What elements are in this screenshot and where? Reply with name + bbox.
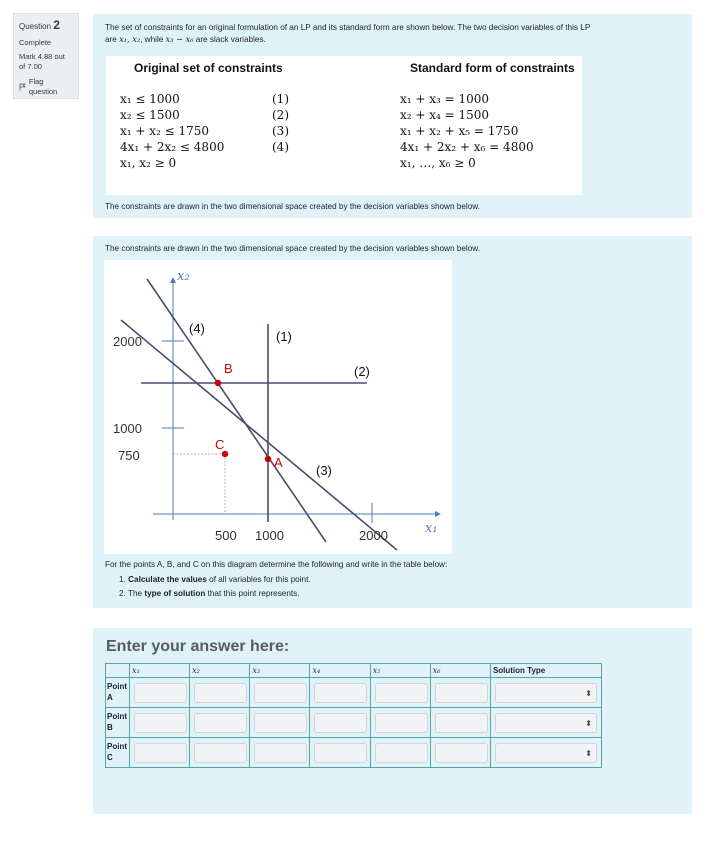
row-label-header <box>106 664 130 678</box>
standard-constraint-5: x₁, …, x₆ ≥ 0 <box>400 156 476 170</box>
point-a <box>265 456 271 462</box>
intro-line-2: are x₁, x₂, while x₃ − x₆ are slack variables. <box>105 33 266 44</box>
col-header-x6: x₆ <box>430 664 490 678</box>
y-tick-label-750: 750 <box>118 448 140 463</box>
x-axis-label: x₁ <box>425 521 438 536</box>
original-constraint-4: 4x₁ + 2x₂ ≤ 4800 <box>120 140 225 154</box>
slack-variables: x₃ − x₆ <box>165 33 194 44</box>
answer-input-c-x5[interactable] <box>375 743 428 763</box>
answer-input-a-x5[interactable] <box>375 683 428 703</box>
point-b <box>215 380 221 386</box>
answer-input-b-x5[interactable] <box>375 713 428 733</box>
instruction-step-1: 1. Calculate the values of all variables for this point. <box>119 575 311 584</box>
original-constraint-3: x₁ + x₂ ≤ 1750 <box>120 124 210 138</box>
line-label-1: (1) <box>276 329 292 344</box>
solution-type-select-c[interactable] <box>495 743 597 763</box>
col-header-x2: x₂ <box>190 664 250 678</box>
standard-constraint-4: 4x₁ + 2x₂ + x₆ = 4800 <box>400 140 534 154</box>
point-label-b: B <box>224 361 233 376</box>
answer-input-b-x1[interactable] <box>134 713 187 733</box>
solution-type-select-b[interactable] <box>495 713 597 733</box>
instructions-text: For the points A, B, and C on this diagram determine the following and write in the table below: <box>105 560 448 569</box>
answer-input-c-x3[interactable] <box>254 743 307 763</box>
constraint-number-2: (2) <box>272 108 289 122</box>
col-header-x3: x₃ <box>250 664 310 678</box>
intro-text <box>105 22 685 46</box>
constraints-image <box>106 56 582 195</box>
standard-constraints-title: Standard form of constraints <box>410 61 575 75</box>
original-constraint-2: x₂ ≤ 1500 <box>120 108 180 122</box>
x-tick-label-1000: 1000 <box>255 528 284 543</box>
answer-input-c-x2[interactable] <box>194 743 247 763</box>
question-state: Complete <box>19 37 52 47</box>
answer-table <box>105 663 602 768</box>
decision-variables: x₁, x₂ <box>119 33 141 44</box>
answer-panel <box>93 628 692 814</box>
select-arrows-icon: ⬍ <box>585 688 592 698</box>
table-row <box>106 738 602 768</box>
flag-question-link[interactable] <box>19 77 73 97</box>
instruction-step-2: 2. The type of solution that this point represents. <box>119 589 300 598</box>
y-tick-label-2000: 2000 <box>113 334 142 349</box>
question-mark: Mark 4.88 out of 7.00 <box>19 52 65 72</box>
answer-input-a-x2[interactable] <box>194 683 247 703</box>
x-tick-label-2000: 2000 <box>359 528 388 543</box>
answer-input-b-x2[interactable] <box>194 713 247 733</box>
line-label-3: (3) <box>316 463 332 478</box>
constraint-line-3 <box>121 320 397 550</box>
graph-svg <box>104 260 452 554</box>
answer-input-a-x1[interactable] <box>134 683 187 703</box>
table-row <box>106 708 602 738</box>
col-header-x1: x₁ <box>130 664 190 678</box>
question-text-panel <box>93 14 692 218</box>
standard-constraint-1: x₁ + x₃ = 1000 <box>400 92 490 106</box>
solution-type-select-a[interactable] <box>495 683 597 703</box>
answer-input-c-x1[interactable] <box>134 743 187 763</box>
y-tick-label-1000: 1000 <box>113 421 142 436</box>
answer-input-a-x6[interactable] <box>435 683 488 703</box>
graph-panel <box>93 236 692 608</box>
original-constraint-1: x₁ ≤ 1000 <box>120 92 180 106</box>
flag-icon <box>19 83 26 91</box>
question-number: Question 2 <box>19 18 60 32</box>
graph-intro-text: The constraints are drawn in the two dimensional space created by the decision variables shown below. <box>105 244 481 253</box>
answer-title: Enter your answer here: <box>106 638 290 655</box>
constraint-number-3: (3) <box>272 124 289 138</box>
constraint-graph <box>104 260 452 554</box>
constraint-number-1: (1) <box>272 92 289 106</box>
constraint-number-4: (4) <box>272 140 289 154</box>
line-label-2: (2) <box>354 364 370 379</box>
standard-constraint-3: x₁ + x₂ + x₅ = 1750 <box>400 124 519 138</box>
original-constraint-5: x₁, x₂ ≥ 0 <box>120 156 177 170</box>
answer-header-row <box>106 664 602 678</box>
col-header-x5: x₅ <box>370 664 430 678</box>
flag-question-label: Flag question <box>28 76 58 96</box>
answer-input-b-x4[interactable] <box>314 713 367 733</box>
point-label-c: C <box>215 437 225 452</box>
answer-input-c-x6[interactable] <box>435 743 488 763</box>
question-info-box <box>13 13 79 99</box>
original-constraints-title: Original set of constraints <box>134 61 283 75</box>
row-label-point-c: Point C <box>106 738 130 768</box>
intro-line-1: The set of constraints for an original formulation of an LP and its standard form are shown below. The two decision variables of this LP <box>105 23 591 32</box>
y-axis-label: x₂ <box>177 269 190 284</box>
answer-input-a-x3[interactable] <box>254 683 307 703</box>
point-label-a: A <box>274 455 283 470</box>
select-arrows-icon: ⬍ <box>585 718 592 728</box>
answer-input-b-x3[interactable] <box>254 713 307 733</box>
col-header-x4: x₄ <box>310 664 370 678</box>
col-header-solution-type: Solution Type <box>490 664 601 678</box>
line-label-4: (4) <box>189 321 205 336</box>
answer-input-b-x6[interactable] <box>435 713 488 733</box>
answer-input-c-x4[interactable] <box>314 743 367 763</box>
table-row <box>106 678 602 708</box>
constraints-drawn-text: The constraints are drawn in the two dimensional space created by the decision variables shown below. <box>105 202 481 211</box>
row-label-point-a: Point A <box>106 678 130 708</box>
answer-input-a-x4[interactable] <box>314 683 367 703</box>
x-tick-label-500: 500 <box>215 528 237 543</box>
row-label-point-b: Point B <box>106 708 130 738</box>
select-arrows-icon: ⬍ <box>585 748 592 758</box>
standard-constraint-2: x₂ + x₄ = 1500 <box>400 108 490 122</box>
constraint-line-4 <box>147 279 326 542</box>
